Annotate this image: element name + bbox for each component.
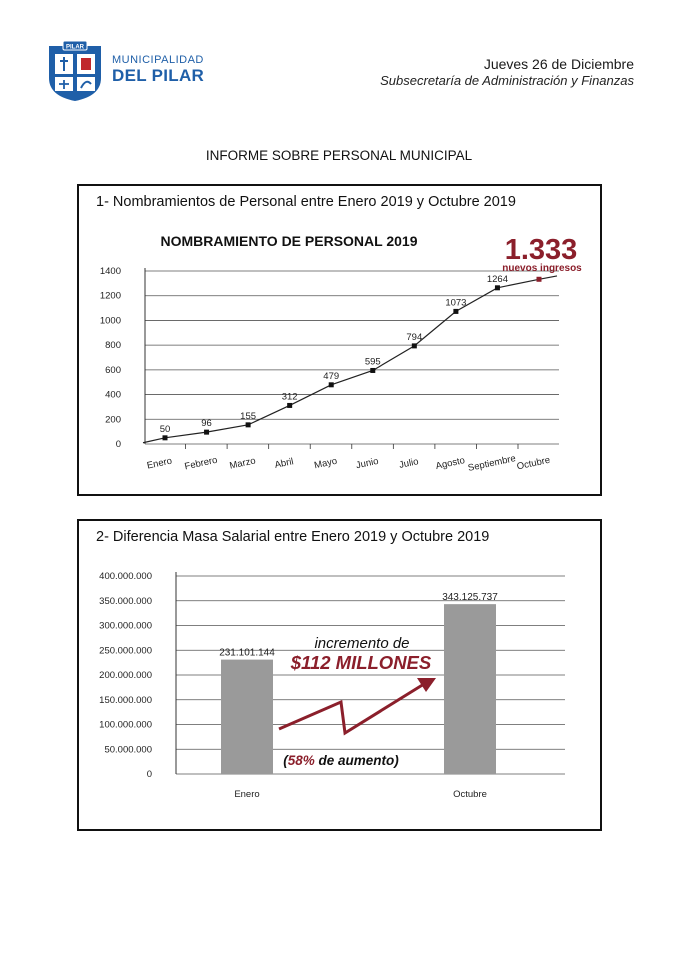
y-tick-label: 1200 — [99, 290, 121, 302]
y-tick-label: 800 — [105, 340, 121, 352]
y-tick-label: 1400 — [99, 266, 121, 277]
y-tick-label: 50.000.000 — [104, 744, 152, 756]
annotation-percent-increase — [283, 753, 399, 768]
chart1-title: NOMBRAMIENTO DE PERSONAL 2019 — [160, 233, 418, 249]
x-tick-label: Septiembre — [467, 453, 517, 474]
report-date: Jueves 26 de Diciembre — [483, 56, 634, 72]
y-tick-label: 200.000.000 — [99, 670, 152, 681]
data-label: 1264 — [486, 273, 509, 285]
total-highlight-value: 1.333 — [504, 234, 578, 266]
data-label: 595 — [364, 356, 381, 368]
y-tick-label: 100.000.000 — [99, 719, 152, 731]
data-label: 155 — [240, 410, 257, 422]
x-tick-label: Abril — [273, 456, 295, 471]
section-appointments-title: 1- Nombramientos de Personal entre Enero 2019 y Octubre 2019 — [96, 194, 516, 210]
annotation-increment-amount: $112 MILLONES — [290, 652, 432, 673]
data-point-mayo — [329, 382, 334, 387]
data-label: 50 — [159, 423, 171, 435]
annotation-increment-label: incremento de — [314, 635, 410, 652]
data-point-enero — [163, 435, 168, 440]
growth-arrow — [279, 684, 424, 733]
section-payroll-title: 2- Diferencia Masa Salarial entre Enero 2019 y Octubre 2019 — [96, 529, 490, 545]
y-tick-label: 400.000.000 — [99, 571, 152, 582]
bar-octubre — [444, 604, 496, 774]
total-highlight-label: nuevos ingresos — [502, 263, 582, 274]
bar-value-label: 231.101.144 — [219, 647, 275, 659]
data-point-septiembre — [495, 285, 500, 290]
data-point-agosto — [453, 309, 458, 314]
payroll-bar-chart — [79, 521, 600, 829]
bar-enero — [221, 660, 273, 774]
x-tick-label: Agosto — [434, 455, 466, 473]
y-tick-label: 300.000.000 — [99, 620, 152, 632]
percent-suffix: de aumento) — [314, 753, 399, 768]
municipality-logo — [46, 40, 104, 102]
y-tick-label: 0 — [115, 439, 121, 450]
x-tick-label: Junio — [355, 455, 380, 472]
bar-value-label: 343.125.737 — [442, 592, 498, 604]
department-name: Subsecretaría de Administración y Finanzas — [380, 73, 634, 88]
x-tick-label: Marzo — [228, 455, 257, 472]
data-label: 479 — [323, 370, 340, 382]
municipality-name — [112, 55, 204, 84]
logo-text: PILAR — [66, 44, 84, 51]
data-label: 96 — [201, 418, 212, 430]
report-title: INFORME SOBRE PERSONAL MUNICIPAL — [205, 148, 473, 163]
paren: ( — [283, 753, 288, 768]
data-point-junio — [370, 368, 375, 373]
x-tick-label: Octubre — [515, 454, 552, 473]
data-label: 1073 — [445, 297, 467, 309]
data-point-marzo — [246, 422, 251, 427]
section-payroll — [77, 519, 602, 831]
section-appointments — [77, 184, 602, 496]
y-tick-label: 600 — [105, 364, 121, 376]
data-point-octubre — [537, 277, 542, 282]
appointments-line-chart — [79, 186, 600, 494]
data-label: 794 — [406, 331, 423, 343]
data-label: 312 — [281, 391, 298, 403]
data-point-julio — [412, 343, 417, 348]
y-tick-label: 350.000.000 — [99, 595, 152, 607]
y-tick-label: 200 — [105, 414, 121, 426]
y-tick-label: 0 — [146, 769, 152, 780]
x-tick-label: Febrero — [183, 454, 219, 473]
y-tick-label: 400 — [105, 389, 121, 401]
x-tick-label: Enero — [145, 455, 174, 472]
data-point-febrero — [204, 430, 209, 435]
municipality-line2: DEL PILAR — [112, 66, 205, 85]
percent-value: 58% — [287, 753, 315, 768]
x-tick-label: Octubre — [453, 789, 487, 800]
x-tick-label: Mayo — [313, 455, 339, 472]
data-point-abril — [287, 403, 292, 408]
x-tick-label: Enero — [234, 789, 260, 800]
y-tick-label: 150.000.000 — [99, 694, 152, 706]
x-tick-label: Julio — [398, 456, 420, 471]
y-tick-label: 250.000.000 — [99, 645, 152, 657]
municipality-line1: MUNICIPALIDAD — [112, 54, 204, 66]
y-tick-label: 1000 — [99, 315, 121, 327]
